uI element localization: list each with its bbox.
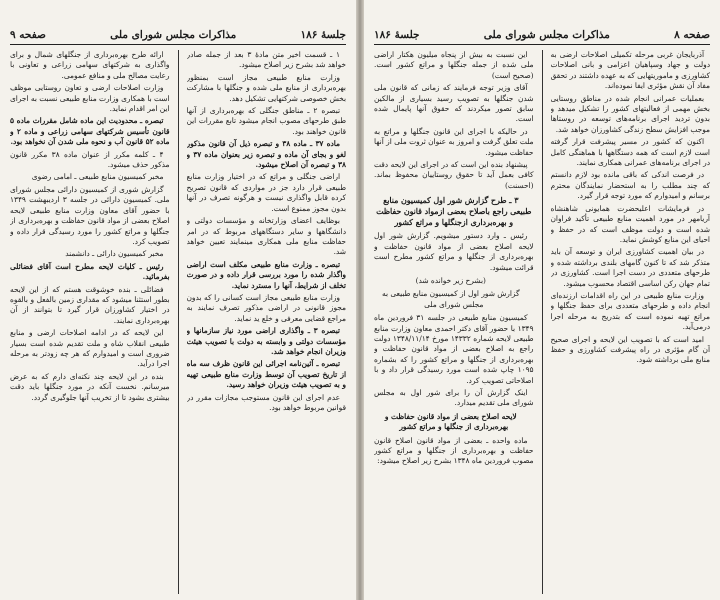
paragraph: وزارت منابع طبیعی مجاز است بمنظور بهره‌برداری از منابع ملی شده و جنگلها با مشارکت بخش خصوصی شرکتهایی تشکیل دهد.	[186, 72, 346, 103]
paragraph: بعملیات عمرانی انجام شده در مناطق روستایی بخش مهمی از فعالیتهای کشور را تشکیل میدهد و بدون تردید اجرای برنامه‌های توسعه در روستاها موجب افزایش سطح زندگی کشاورزان خواهد شد.	[550, 93, 710, 134]
paragraph: اراضی جنگلی و مراتع که در اختیار وزارت منابع طبیعی قرار دارد جز در مواردی که قانون تصریح کرده قابل واگذاری نیست و هرگونه تصرف در آنها بدون مجوز ممنوع است.	[186, 172, 346, 213]
paragraph: در فرصت اندکی که باقی مانده بود لازم دانستم که چند مطلب را به استحضار نمایندگان محترم برسانم و امیدوارم که مورد توجه قرار گیرد.	[550, 170, 710, 201]
paragraph: ۴ ـ کلمه مکرر از عنوان ماده ۳۸ مکرر قانون مذکور حذف میشود.	[10, 149, 170, 170]
text-column-left	[374, 50, 534, 594]
paragraph: گزارش شور اول از کمیسیون منابع طبیعی به مجلس شورای ملی	[382, 289, 520, 309]
paragraph: مخبر کمیسیون دارائی ـ دانشمند	[65, 249, 164, 259]
paragraph: تبصره ۳ ـ واگذاری اراضی مورد نیاز سازمانها و مؤسسات دولتی و وابسته به دولت با تصویب هیئت وزیران انجام خواهد شد.	[186, 326, 346, 356]
journal-title: مذاکرات مجلس شورای ملی	[110, 29, 237, 41]
paragraph: بوظایف اعضای وزارتخانه و مؤسسات دولتی و دانشگاهها و سایر دستگاههای مربوط که در امر حفاظت منابع ملی همکاری مینمایند تعیین خواهد شد.	[186, 216, 346, 257]
paragraph: آذربایجان غربی مرحله تکمیلی اصلاحات ارضی به دولت و جهاد وسپاهیان اعزامی و بانی اصلاحات کشاورزی و ماموریتهایی که به عهده داشتند در تحقق مفاد آن نقش مؤثری ایفا نموده‌اند.	[550, 50, 710, 91]
session-number: جلسهٔ ۱۸۶	[374, 29, 420, 41]
paragraph: (بشرح زیر خوانده شد)	[415, 275, 486, 285]
paragraph: وزارت منابع طبیعی مجاز است کسانی را که بدون مجوز قانونی در اراضی مذکور تصرف نمایند به مراجع قضایی معرفی و خلع ید نماید.	[186, 292, 346, 323]
paragraph: ماده ۳۷ ـ ماده ۳۸ و تبصره ذیل آن قانون مذکور لغو و بجای آن ماده و تبصره زیر بعنوان ماده ۳۷ و ۳۸ و تبصره آن اصلاح میشود.	[186, 139, 346, 170]
session-number: جلسهٔ ۱۸۶	[300, 29, 346, 41]
paragraph: تبصره ـ وزارت منابع طبیعی مکلف است اراضی واگذار شده را مورد بررسی قرار داده و در صورت تخلف از شرایط، آنها را مسترد نماید.	[186, 259, 346, 290]
right-page	[364, 0, 720, 600]
paragraph: ماده واحده ـ بعضی از مواد قانون اصلاح قانون حفاظت و بهره‌برداری از جنگلها و مراتع کشور مصوب فروردین ماه ۱۳۴۸ بشرح زیر اصلاح میشود:	[374, 435, 534, 466]
paragraph: اکنون که کشور در مسیر پیشرفت قرار گرفته است لازم است که همه دستگاهها با هماهنگی کامل در اجرای برنامه‌های عمرانی همکاری نمایند.	[550, 137, 710, 168]
paragraph: لایحه اصلاح بعضی از مواد قانون حفاظت و بهره‌برداری از جنگلها و مراتع کشور	[384, 411, 517, 432]
left-page	[0, 0, 356, 600]
paragraph: کمیسیون منابع طبیعی در جلسه ۳۱ فروردین ماه ۱۳۴۹ با حضور آقای دکتر احمدی معاون وزارت منابع طبیعی لایحه شماره ۱۴۳۳۲ مورخ ۱۳۴۸/۱۱/۱۴ دولت راجع به اصلاح بعضی از مواد قانون حفاظت و بهره‌برداری از جنگلها و مراتع کشور را که بشماره ۱۰۹۵ چاپ شده است مورد رسیدگی قرار داد و با اصلاحاتی تصویب کرد.	[374, 313, 534, 385]
text-column-right	[551, 50, 711, 594]
paragraph: رئیس ـ وارد دستور میشویم. گزارش شور اول لایحه اصلاح بعضی از مواد قانون حفاظت و بهره‌برداری از جنگلها و مراتع کشور مطرح است قرائت میشود.	[374, 231, 534, 272]
paragraph: اینک گزارش آن را برای شور اول به مجلس شورای ملی تقدیم میدارد.	[374, 387, 534, 408]
text-column-right	[187, 50, 347, 594]
paragraph: ارائه طرح بهره‌برداری از جنگلهای شمال و برای واگذاری به شرکتهای سهامی زراعی و تعاونی با رعایت مصالح ملی و منافع عمومی.	[10, 50, 170, 80]
book-gutter	[356, 0, 364, 600]
paragraph: تبصره ـ محدودیت این ماده شامل مقررات ماده ۵ قانون تأسیس شرکتهای سهامی زراعی و ماده ۲ و ماده ۵۲ قانون آب و نحوه ملی شدن آن نخواهد بود.	[10, 116, 170, 147]
journal-title: مذاکرات مجلس شورای ملی	[483, 29, 610, 41]
paragraph: عدم اجرای این قانون مستوجب مجازات مقرر در قوانین مربوط خواهد بود.	[186, 392, 346, 412]
paragraph: آقای وزیر توجه فرمایند که زمانی که قانون ملی شدن جنگلها به تصویب رسید بسیاری از مالکین سابق تصور میکردند که حقوق آنها پایمال شده است.	[374, 83, 534, 124]
column-divider	[542, 50, 543, 594]
paragraph: این نسبت به بیش از پنجاه میلیون هکتار اراضی ملی شده از جمله جنگلها و مراتع کشور است. (صحیح است)	[374, 50, 534, 80]
page-number: صفحه ۹	[10, 29, 46, 41]
paragraph: پیشنهاد بنده این است که در اجرای این لایحه دقت کافی بعمل آید تا حقوق روستاییان محفوظ بماند. (احسنت)	[374, 160, 534, 190]
text-column-left	[10, 50, 170, 594]
paragraph: تبصره ـ آئین‌نامه اجرائی این قانون ظرف سه ماه از تاریخ تصویب آن توسط وزارت منابع طبیعی تهیه و به تصویب هیئت وزیران خواهد رسید.	[186, 359, 346, 390]
page-number: صفحه ۸	[674, 29, 710, 41]
paragraph: رئیس ـ کلیات لایحه مطرح است آقای فضائلی بفرمائید.	[10, 261, 170, 282]
paragraph: در بیان اهمیت کشاورزی ایران و توسعه آن باید متذکر شد که تا کنون گامهای بلندی برداشته شده و طرحهای متعددی در دست اجرا است. کشاورزی در تمام جهان رکن اساسی اقتصاد محسوب میشود.	[550, 247, 710, 288]
paragraph: تبصره ۲ ـ مناطق جنگلی که بهره‌برداری از آنها طبق طرحهای مصوب انجام میشود تابع مقررات این قانون خواهند بود.	[186, 106, 346, 136]
paragraph: فضائلی ـ بنده خوشوقت هستم که از این لایحه بطور استثنا میشود که مقداری زمین بالفعل و بالقوه در اختیار کشاورزان قرار گیرد تا بتوانند از آن بهره‌برداری نمایند.	[10, 284, 170, 325]
paragraph: در حالیکه با اجرای این قانون جنگلها و مراتع به ملت تعلق گرفت و امروز به عنوان ثروت ملی از آنها حفاظت میشود.	[374, 126, 534, 157]
paragraph: وزارت اصلاحات ارضی و تعاون روستایی موظف است با همکاری وزارت منابع طبیعی نسبت به اجرای این امر اقدام نماید.	[10, 83, 170, 114]
paragraph: وزارت منابع طبیعی در این راه اقدامات ارزنده‌ای انجام داده و طرحهای متعددی برای حفظ جنگلها و مراتع تهیه نموده است که بتدریج به مرحله اجرا درمی‌آید.	[550, 290, 710, 332]
paragraph: ۱ ـ قسمت اخیر متن مادهٔ ۳ بعد از جمله صادر خواهد شد بشرح زیر اصلاح میشود.	[186, 50, 346, 70]
paragraph: این لایحه که در ادامه اصلاحات ارضی و منابع طبیعی انقلاب شاه و ملت تقدیم شده است بسیار ضروری است و امیدوارم که هر چه زودتر به مرحله اجرا درآید.	[10, 328, 170, 369]
paragraph: گزارش شوری از کمیسیون دارائی مجلس شورای ملی. کمیسیون دارائی در جلسه ۳ اردیبهشت ۱۳۴۹ با حضور آقای معاون وزارت منابع طبیعی لایحه اصلاح بعضی از مواد قانون حفاظت و بهره‌برداری از جنگلها و مراتع کشور را مورد رسیدگی قرار داده و تصویب کرد.	[10, 184, 170, 246]
paragraph: بنده در این لایحه چند نکته‌ای دارم که به عرض میرسانم. نخست آنکه در مورد جنگلها باید دقت بیشتری بشود تا از تخریب آنها جلوگیری گردد.	[10, 371, 170, 402]
page-header	[10, 26, 346, 45]
paragraph: مخبر کمیسیون منابع طبیعی ـ امامی رضوی	[31, 172, 164, 182]
paragraph: امید است که با تصویب این لایحه و اجرای صحیح آن گام مؤثری در راه پیشرفت کشاورزی و حفظ منابع ملی برداشته شود.	[550, 334, 710, 365]
page-header	[374, 26, 710, 45]
paragraph: در فرمایشات اعلیحضرت همایونی شاهنشاه آریامهر در مورد اهمیت منابع طبیعی تأکید فراوان شده است و دولت موظف است که در حفظ و احیای این منابع کوشش نماید.	[550, 203, 710, 244]
column-divider	[178, 50, 179, 594]
section-heading: ۳ ـ طرح گزارش شور اول کمیسیون منابع طبیعی راجع باصلاح بعضی ازمواد قانون حفاظت و بهره‌برداری ازجنگلها و مراتع کشور	[376, 196, 532, 228]
